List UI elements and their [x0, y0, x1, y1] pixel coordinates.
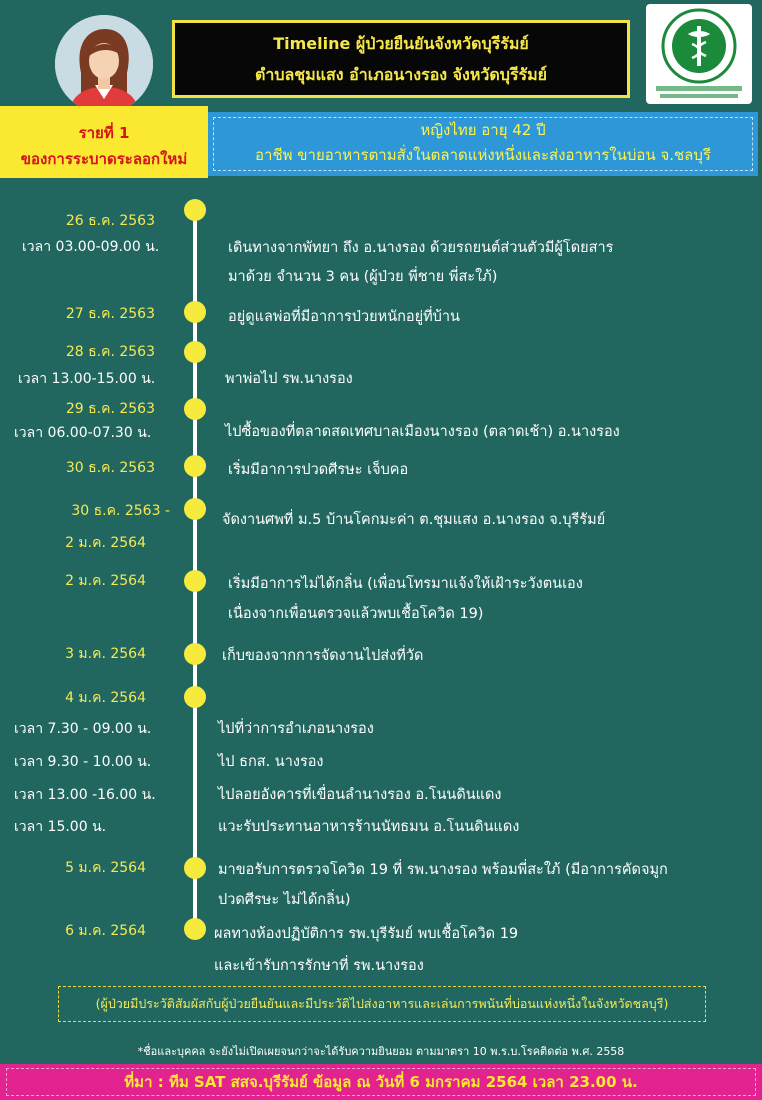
event-description: ไปที่ว่าการอำเภอนางรอง [218, 721, 374, 737]
timeline-dot [184, 686, 206, 708]
timeline-dot [184, 455, 206, 477]
source-text: ที่มา : ทีม SAT สสจ.บุรีรัมย์ ข้อมูล ณ วันที่ 6 มกราคม 2564 เวลา 23.00 น. [124, 1073, 638, 1091]
event-time: เวลา 13.00 -16.00 น. [14, 787, 156, 803]
event-date: 3 ม.ค. 2564 [65, 646, 146, 662]
event-description: มาด้วย จำนวน 3 คน (ผู้ป่วย พี่ชาย พี่สะใภ้) [228, 269, 498, 285]
event-date: 26 ธ.ค. 2563 [65, 213, 155, 229]
patient-info-box [208, 112, 758, 176]
timeline-dot [184, 341, 206, 363]
case-wave: ของการระบาดระลอกใหม่ [20, 150, 188, 168]
event-description: เนื่องจากเพื่อนตรวจแล้วพบเชื้อโควิด 19) [228, 606, 484, 622]
event-date: 30 ธ.ค. 2563 - [71, 503, 170, 519]
event-description: จัดงานศพที่ ม.5 บ้านโคกมะค่า ต.ชุมแสง อ.นางรอง จ.บุรีรัมย์ [222, 512, 606, 528]
event-description: ไปลอยอังคารที่เขื่อนลำนางรอง อ.โนนดินแดง [218, 787, 502, 803]
timeline-dot [184, 570, 206, 592]
event-time: เวลา 13.00-15.00 น. [18, 371, 156, 387]
event-time: เวลา 9.30 - 10.00 น. [14, 754, 152, 770]
event-description: พาพ่อไป รพ.นางรอง [225, 371, 353, 387]
source-bar [0, 1064, 762, 1100]
timeline-dot [184, 301, 206, 323]
event-description: เริ่มมีอาการปวดศีรษะ เจ็บคอ [228, 462, 409, 478]
event-date: 28 ธ.ค. 2563 [65, 344, 155, 360]
event-date: 4 ม.ค. 2564 [65, 690, 146, 706]
page-subtitle: ตำบลชุมแสง อำเภอนางรอง จังหวัดบุรีรัมย์ [254, 65, 548, 84]
contact-history-note: (ผู้ป่วยมีประวัติสัมผัสกับผู้ป่วยยืนยันและมีประวัติไปส่งอาหารและเล่นการพนันที่บ่อนแห่งหนึ่งในจังหวัดชลบุรี) [58, 986, 706, 1022]
event-description: และเข้ารับการรักษาที่ รพ.นางรอง [214, 958, 424, 974]
event-time: เวลา 06.00-07.30 น. [14, 425, 152, 441]
source-bar-border [6, 1068, 756, 1096]
patient-info-border [213, 117, 753, 171]
privacy-footnote: *ชื่อและบุคคล จะยังไม่เปิดเผยจนกว่าจะได้รับความยินยอม ตามมาตรา 10 พ.ร.บ.โรคติดต่อ พ.ศ. 2558 [137, 1045, 625, 1058]
patient-profile: หญิงไทย อายุ 42 ปี [420, 121, 546, 139]
title-banner [172, 20, 630, 98]
event-date: 5 ม.ค. 2564 [65, 860, 146, 876]
timeline-dot [184, 199, 206, 221]
event-description: เดินทางจากพัทยา ถึง อ.นางรอง ด้วยรถยนต์ส่วนตัวมีผู้โดยสาร [228, 240, 614, 256]
event-description: ไปซื้อของที่ตลาดสดเทศบาลเมืองนางรอง (ตลาดเช้า) อ.นางรอง [225, 424, 620, 440]
event-time: เวลา 03.00-09.00 น. [22, 239, 160, 255]
case-number: รายที่ 1 [78, 124, 130, 142]
page-title: Timeline ผู้ป่วยยืนยันจังหวัดบุรีรัมย์ [273, 34, 529, 53]
timeline-dot [184, 398, 206, 420]
case-number-box [0, 106, 208, 178]
event-description: ไป ธกส. นางรอง [218, 754, 324, 770]
event-date: 6 ม.ค. 2564 [65, 923, 146, 939]
event-description: แวะรับประทานอาหารร้านนัทธมน อ.โนนดินแดง [218, 819, 520, 835]
ministry-logo [646, 4, 752, 104]
event-date: 30 ธ.ค. 2563 [65, 460, 155, 476]
timeline-dot [184, 498, 206, 520]
event-date: 29 ธ.ค. 2563 [65, 401, 155, 417]
event-description: เก็บของจากการจัดงานไปส่งที่วัด [222, 648, 424, 664]
timeline-dot [184, 643, 206, 665]
event-date: 2 ม.ค. 2564 [65, 573, 146, 589]
event-date: 27 ธ.ค. 2563 [65, 306, 155, 322]
female-avatar-icon [55, 15, 153, 113]
timeline-dot [184, 857, 206, 879]
event-description: อยู่ดูแลพ่อที่มีอาการป่วยหนักอยู่ที่บ้าน [228, 309, 460, 325]
event-time: เวลา 15.00 น. [14, 819, 107, 835]
avatar [52, 12, 156, 116]
ministry-seal-icon [646, 4, 752, 104]
event-description: เริ่มมีอาการไม่ได้กลิ่น (เพื่อนโทรมาแจ้งให้เฝ้าระวังตนเอง [228, 576, 583, 592]
patient-occupation: อาชีพ ขายอาหารตามสั่งในตลาดแห่งหนึ่งและส่งอาหารในบ่อน จ.ชลบุรี [255, 146, 711, 164]
event-description: ผลทางห้องปฏิบัติการ รพ.บุรีรัมย์ พบเชื้อโควิด 19 [214, 926, 519, 942]
event-date-end: 2 ม.ค. 2564 [65, 535, 146, 551]
event-description: ปวดศีรษะ ไม่ได้กลิ่น) [218, 892, 351, 908]
event-description: มาขอรับการตรวจโควิด 19 ที่ รพ.นางรอง พร้อมพี่สะใภ้ (มีอาการคัดจมูก [218, 862, 668, 878]
timeline-dot [184, 918, 206, 940]
event-time: เวลา 7.30 - 09.00 น. [14, 721, 152, 737]
